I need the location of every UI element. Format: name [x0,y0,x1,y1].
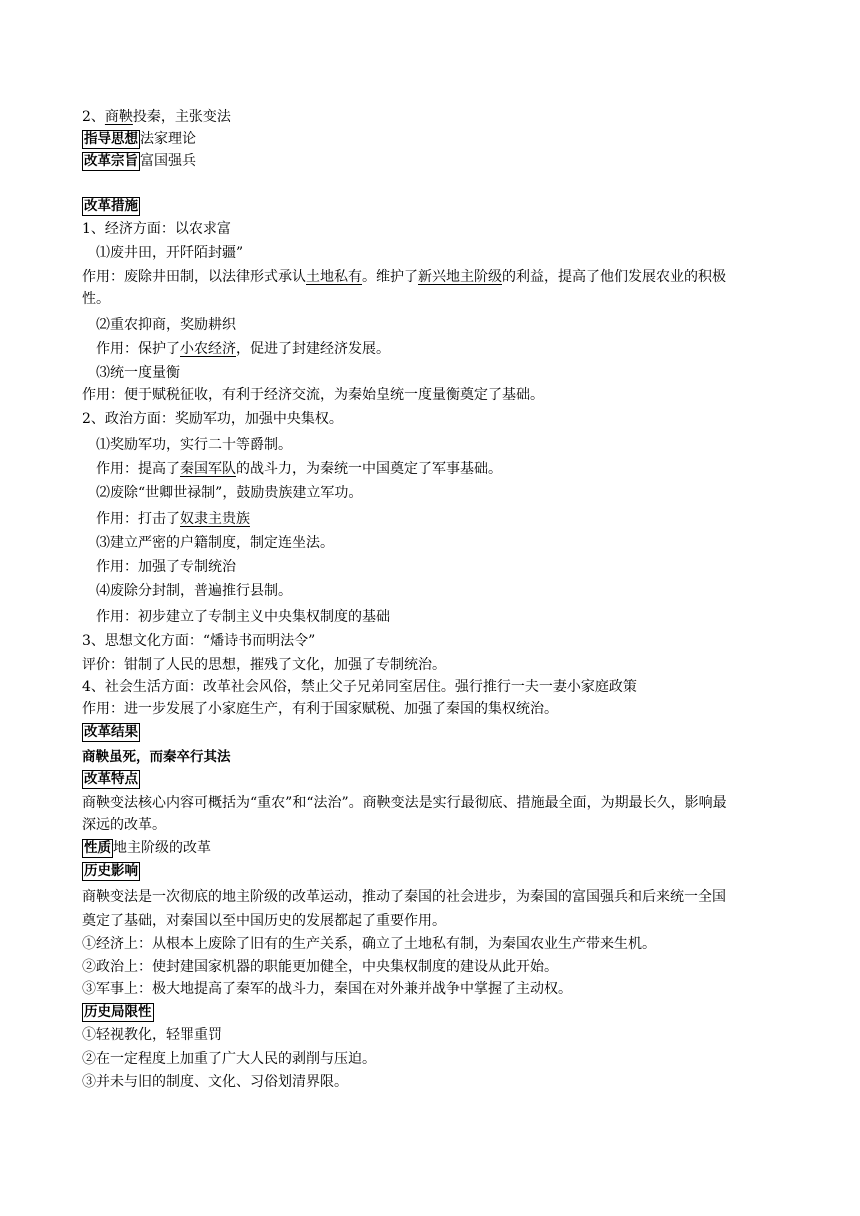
social-title: 4、社会生活方面：改革社会风俗，禁止父子兄弟同室居住。强行推行一夫一妻小家庭政策 [82,679,637,695]
pol-item-2: ⑵废除“世卿世禄制”，鼓励贵族建立军功。 [96,485,363,501]
effect-text: 的利益，提高了他们发展农业的积极 [502,269,726,285]
impact-point-3: ③军事上：极大地提高了秦军的战斗力，秦国在对外兼并战争中掌握了主动权。 [82,981,572,997]
nature-label-box: 性质 [84,840,111,856]
pol-title: 2、政治方面：奖励军功，加强中央集权。 [82,411,343,427]
result-text: 商鞅虽死，而秦卒行其法 [82,749,231,765]
limit-3: ③并未与旧的制度、文化、习俗划清界限。 [82,1074,348,1090]
guide-line [82,128,782,150]
econ-item-2: ⑵重农抑商，奖励耕织 [96,317,236,333]
guide-label-box: 指导思想 [84,131,138,147]
features-text-1: 商鞅变法核心内容可概括为“重农”和“法治”。商鞅变法是实行最彻底、措施最全面，为期最长久，影响最 [82,795,727,811]
impact-text-1: 商鞅变法是一次彻底的地主阶级的改革运动，推动了秦国的社会进步，为秦国的富国强兵和后来统一全国 [82,889,726,905]
intro-line [82,106,782,128]
limit-2: ②在一定程度上加重了广大人民的剥削与压迫。 [82,1051,376,1067]
impact-point-2: ②政治上：使封建国家机器的职能更加健全，中央集权制度的建设从此开始。 [82,959,558,975]
econ-item-3: ⑶统一度量衡 [96,365,180,381]
social-effect: 作用：进一步发展了小家庭生产，有利于国家赋税、加强了秦国的集权统治。 [82,701,558,717]
effect-text: 作用：提高了 [96,461,180,477]
effect-text: 作用：打击了 [96,511,180,527]
underlined-term: 土地私有 [306,269,362,285]
pol-item-2-effect [96,508,796,530]
nature-line [82,837,782,859]
effect-text: 作用：废除井田制，以法律形式承认 [82,269,306,285]
nature-text: 地主阶级的改革 [113,840,211,856]
guide-text: 法家理论 [140,131,196,147]
culture-title: 3、思想文化方面：“燔诗书而明法令” [82,633,316,649]
pol-item-1: ⑴奖励军功，实行二十等爵制。 [96,437,292,453]
aim-text: 富国强兵 [140,153,196,169]
result-heading-line [82,721,782,743]
features-text-2: 深远的改革。 [82,817,166,833]
limits-heading-box: 历史局限性 [84,1004,152,1020]
econ-item-1: ⑴废井田，开阡陌封疆” [96,245,244,261]
underlined-term: 奴隶主贵族 [180,511,250,527]
effect-text: 。维护了 [362,269,418,285]
econ-title: 1、经济方面：以农求富 [82,221,231,237]
impact-text-2: 奠定了基础，对秦国以至中国历史的发展都起了重要作用。 [82,913,446,929]
limit-1: ①轻视教化，轻罪重罚 [82,1027,222,1043]
aim-line [82,150,782,172]
effect-text: ，促进了封建经济发展。 [236,341,390,357]
underlined-term: 新兴地主阶级 [418,269,502,285]
features-heading-line [82,768,782,790]
culture-eval: 评价：钳制了人民的思想，摧残了文化，加强了专制统治。 [82,657,446,673]
effect-text: 的战斗力，为秦统一中国奠定了军事基础。 [236,461,502,477]
underlined-term: 秦国军队 [180,461,236,477]
intro-prefix: 2、 [82,109,105,125]
measures-heading-box: 改革措施 [84,198,138,214]
econ-item-2-effect [96,338,796,360]
aim-label-box: 改革宗旨 [84,153,138,169]
impact-point-1: ①经济上：从根本上废除了旧有的生产关系，确立了土地私有制，为秦国农业生产带来生机。 [82,936,656,952]
econ-item-3-effect: 作用：便于赋税征收，有利于经济交流，为秦始皇统一度量衡奠定了基础。 [82,387,544,403]
pol-item-1-effect [96,458,796,480]
pol-item-4: ⑷废除分封制，普遍推行县制。 [96,583,292,599]
underlined-term: 小农经济 [180,341,236,357]
econ-item-1-effect-cont: 性。 [82,291,110,307]
impact-heading-line [82,860,782,882]
measures-heading-line [82,195,782,217]
features-heading-box: 改革特点 [84,771,138,787]
intro-suffix: 投秦，主张变法 [132,109,231,125]
pol-item-4-effect: 作用：初步建立了专制主义中央集权制度的基础 [96,609,390,625]
intro-underlined-name: 商鞅 [104,109,133,125]
pol-item-3-effect: 作用：加强了专制统治 [96,559,236,575]
limits-heading-line [82,1001,782,1023]
econ-item-1-effect [82,266,782,288]
impact-heading-box: 历史影响 [84,863,138,879]
effect-text: 作用：保护了 [96,341,180,357]
result-heading-box: 改革结果 [84,724,138,740]
pol-item-3: ⑶建立严密的户籍制度，制定连坐法。 [96,535,334,551]
